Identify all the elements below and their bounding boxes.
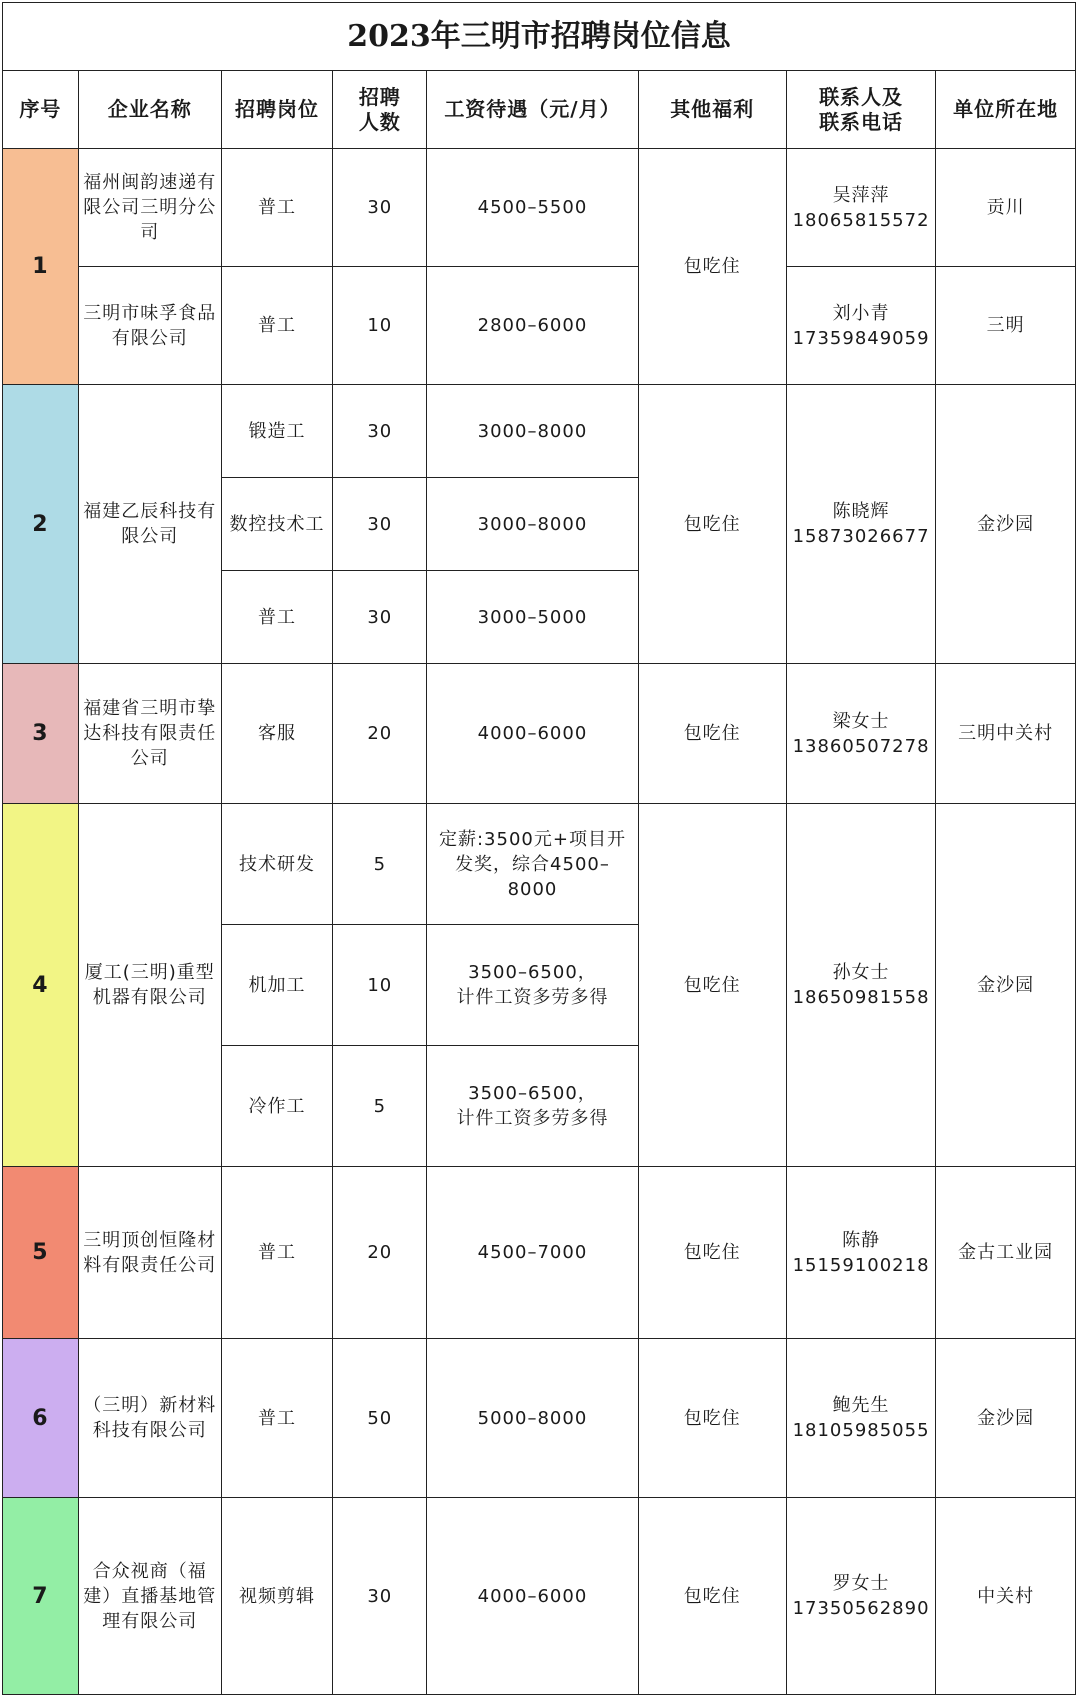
header-contact-line2: 联系电话 bbox=[819, 109, 904, 134]
entry-index: 2 bbox=[3, 385, 79, 664]
contact-phone: 18650981558 bbox=[792, 987, 930, 1008]
benefits: 包吃住 bbox=[638, 664, 786, 804]
benefits: 包吃住 bbox=[638, 1498, 786, 1695]
contact-name: 陈静 bbox=[842, 1229, 881, 1251]
location: 金沙园 bbox=[936, 1339, 1076, 1498]
table-row bbox=[3, 1167, 1076, 1339]
location: 金沙园 bbox=[936, 385, 1076, 664]
entry-index: 1 bbox=[3, 149, 79, 385]
contact bbox=[786, 149, 935, 267]
contact bbox=[786, 1167, 935, 1339]
hire-count: 10 bbox=[333, 267, 427, 385]
position-name: 普工 bbox=[221, 267, 333, 385]
hire-count: 30 bbox=[333, 385, 427, 478]
table-row bbox=[3, 1498, 1076, 1695]
header-index: 序号 bbox=[3, 71, 79, 149]
company-name: （三明）新材料科技有限公司 bbox=[78, 1339, 221, 1498]
header-company: 企业名称 bbox=[78, 71, 221, 149]
contact-name: 罗女士 bbox=[832, 1573, 890, 1594]
position-name: 锻造工 bbox=[221, 385, 333, 478]
hire-count: 30 bbox=[333, 478, 427, 571]
location: 金沙园 bbox=[936, 804, 1076, 1167]
benefits: 包吃住 bbox=[638, 1339, 786, 1498]
hire-count: 10 bbox=[333, 925, 427, 1046]
table-row bbox=[3, 804, 1076, 925]
position-name: 普工 bbox=[221, 1339, 333, 1498]
header-contact bbox=[786, 71, 935, 149]
company-name: 福建乙辰科技有限公司 bbox=[78, 385, 221, 664]
location: 三明中关村 bbox=[936, 664, 1076, 804]
hire-count: 5 bbox=[333, 804, 427, 925]
header-location: 单位所在地 bbox=[936, 71, 1076, 149]
benefits: 包吃住 bbox=[638, 149, 786, 385]
salary-range: 2800–6000 bbox=[427, 267, 638, 385]
table-row bbox=[3, 1339, 1076, 1498]
position-name: 冷作工 bbox=[221, 1046, 333, 1167]
position-name: 客服 bbox=[221, 664, 333, 804]
company-name: 三明市味孚食品有限公司 bbox=[78, 267, 221, 385]
contact-name: 吴萍萍 bbox=[832, 184, 890, 206]
salary-range: 3500–6500， 计件工资多劳多得 bbox=[427, 1046, 638, 1167]
header-benefits: 其他福利 bbox=[638, 71, 786, 149]
header-count-line2: 人数 bbox=[358, 109, 401, 134]
contact-phone: 15873026677 bbox=[792, 526, 930, 547]
company-name: 福州闽韵速递有限公司三明分公司 bbox=[78, 149, 221, 267]
position-name: 普工 bbox=[221, 571, 333, 664]
recruitment-table bbox=[2, 2, 1076, 1695]
hire-count: 5 bbox=[333, 1046, 427, 1167]
entry-index: 4 bbox=[3, 804, 79, 1167]
company-name: 三明顶创恒隆材料有限责任公司 bbox=[78, 1167, 221, 1339]
salary-range: 4000–6000 bbox=[427, 1498, 638, 1695]
position-name: 普工 bbox=[221, 149, 333, 267]
contact bbox=[786, 267, 935, 385]
salary-range: 5000–8000 bbox=[427, 1339, 638, 1498]
header-salary: 工资待遇（元/月） bbox=[427, 71, 638, 149]
contact-phone: 17350562890 bbox=[792, 1598, 930, 1619]
position-name: 技术研发 bbox=[221, 804, 333, 925]
header-count-line1: 招聘 bbox=[358, 84, 401, 109]
table-row bbox=[3, 664, 1076, 804]
salary-range: 3000–5000 bbox=[427, 571, 638, 664]
location: 金古工业园 bbox=[936, 1167, 1076, 1339]
header-row bbox=[3, 71, 1076, 149]
header-position: 招聘岗位 bbox=[221, 71, 333, 149]
table-row bbox=[3, 385, 1076, 478]
contact bbox=[786, 1339, 935, 1498]
contact-phone: 18065815572 bbox=[792, 209, 930, 231]
salary-range: 3000–8000 bbox=[427, 385, 638, 478]
contact bbox=[786, 385, 935, 664]
company-name: 合众视商（福建）直播基地管理有限公司 bbox=[78, 1498, 221, 1695]
contact-name: 梁女士 bbox=[832, 710, 890, 732]
hire-count: 50 bbox=[333, 1339, 427, 1498]
salary-range: 4500–7000 bbox=[427, 1167, 638, 1339]
contact-phone: 13860507278 bbox=[792, 735, 930, 757]
contact-name: 孙女士 bbox=[832, 962, 890, 983]
contact bbox=[786, 1498, 935, 1695]
salary-range: 3500–6500， 计件工资多劳多得 bbox=[427, 925, 638, 1046]
entry-index: 3 bbox=[3, 664, 79, 804]
title-row bbox=[3, 3, 1076, 71]
contact bbox=[786, 664, 935, 804]
salary-range: 4500–5500 bbox=[427, 149, 638, 267]
company-name: 厦工(三明)重型机器有限公司 bbox=[78, 804, 221, 1167]
contact-phone: 15159100218 bbox=[792, 1254, 930, 1276]
hire-count: 20 bbox=[333, 1167, 427, 1339]
location: 三明 bbox=[936, 267, 1076, 385]
position-name: 机加工 bbox=[221, 925, 333, 1046]
hire-count: 30 bbox=[333, 571, 427, 664]
hire-count: 20 bbox=[333, 664, 427, 804]
company-name: 福建省三明市挚达科技有限责任公司 bbox=[78, 664, 221, 804]
header-contact-line1: 联系人及 bbox=[819, 84, 904, 109]
location: 贡川 bbox=[936, 149, 1076, 267]
benefits: 包吃住 bbox=[638, 804, 786, 1167]
salary-range: 定薪:3500元+项目开发奖，综合4500–8000 bbox=[427, 804, 638, 925]
contact-name: 陈晓辉 bbox=[832, 501, 890, 522]
hire-count: 30 bbox=[333, 149, 427, 267]
entry-index: 7 bbox=[3, 1498, 79, 1695]
benefits: 包吃住 bbox=[638, 1167, 786, 1339]
hire-count: 30 bbox=[333, 1498, 427, 1695]
position-name: 普工 bbox=[221, 1167, 333, 1339]
salary-range: 4000–6000 bbox=[427, 664, 638, 804]
table-row bbox=[3, 267, 1076, 385]
salary-range: 3000–8000 bbox=[427, 478, 638, 571]
entry-index: 5 bbox=[3, 1167, 79, 1339]
contact-phone: 18105985055 bbox=[792, 1420, 930, 1441]
location: 中关村 bbox=[936, 1498, 1076, 1695]
position-name: 视频剪辑 bbox=[221, 1498, 333, 1695]
benefits: 包吃住 bbox=[638, 385, 786, 664]
table-row bbox=[3, 149, 1076, 267]
position-name: 数控技术工 bbox=[221, 478, 333, 571]
contact-name: 鲍先生 bbox=[832, 1395, 890, 1416]
page-title: 2023年三明市招聘岗位信息 bbox=[3, 3, 1076, 71]
entry-index: 6 bbox=[3, 1339, 79, 1498]
contact bbox=[786, 804, 935, 1167]
contact-name: 刘小青 bbox=[832, 302, 890, 324]
contact-phone: 17359849059 bbox=[792, 327, 930, 349]
header-count bbox=[333, 71, 427, 149]
